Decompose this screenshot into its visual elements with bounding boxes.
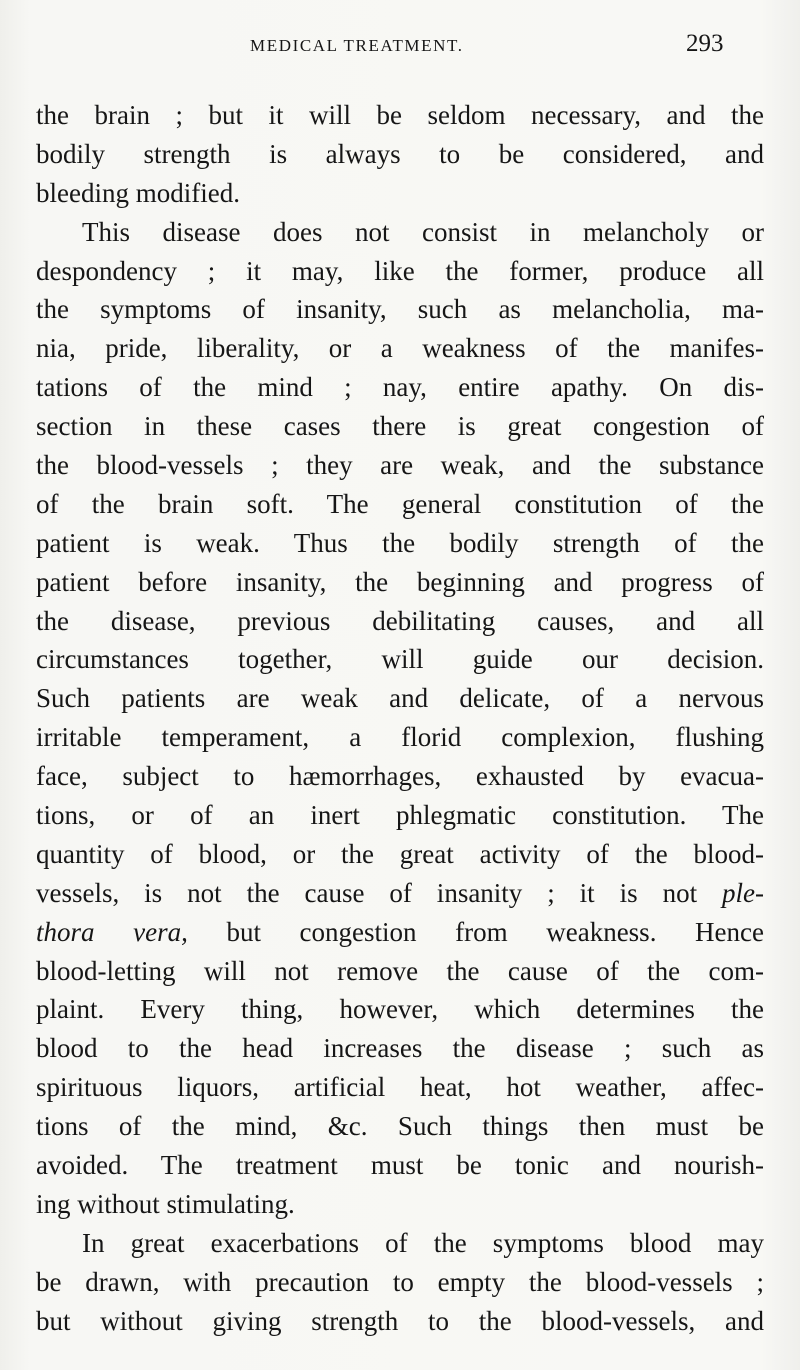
text-line: irritable temperament, a florid complexion, flushing [36,722,764,753]
text-line: despondency ; it may, like the former, produce all [36,255,764,286]
text-line-with-italic [36,874,764,913]
line-roman-segment: vessels, is not the cause of insanity ; it is not [36,877,698,908]
text-line: patient is weak. Thus the bodily strength of the [36,527,764,558]
text-line: the blood-vessels ; they are weak, and the substance [36,450,764,481]
body-text [36,96,764,1341]
text-line: blood to the head increases the disease ; such as [36,1033,764,1064]
text-line: section in these cases there is great congestion of [36,411,764,442]
text-line: In great exacerbations of the symptoms blood may [82,1227,764,1258]
text-line: face, subject to hæmorrhages, exhausted by evacua- [36,761,764,792]
text-line: the symptoms of insanity, such as melancholia, ma- [36,294,764,325]
text-line: This disease does not consist in melancholy or [82,216,764,247]
text-line: plaint. Every thing, however, which determines the [36,994,764,1025]
text-line: be drawn, with precaution to empty the blood-vessels ; [36,1266,764,1297]
text-line: tations of the mind ; nay, entire apathy. On dis- [36,372,764,403]
running-head: MEDICAL TREATMENT. [250,36,464,55]
text-line: bleeding modified. [36,177,240,208]
text-line: tions of the mind, &c. Such things then must be [36,1111,764,1142]
text-line: spirituous liquors, artificial heat, hot weather, affec- [36,1072,764,1103]
text-line: the brain ; but it will be seldom necessary, and the [36,100,764,130]
text-line: blood-letting will not remove the cause of the com- [36,955,764,986]
text-line: tions, or of an inert phlegmatic constitution. The [36,800,764,831]
text-line: bodily strength is always to be considered, and [36,138,764,169]
text-line: quantity of blood, or the great activity of the blood- [36,838,764,869]
page-number: 293 [686,30,724,57]
line-roman-segment: but congestion from weakness. Hence [226,916,764,947]
text-line: ing without stimulating. [36,1188,295,1219]
text-line: circumstances together, will guide our decision. [36,644,764,675]
text-line: patient before insanity, the beginning and progress of [36,566,764,597]
text-line: but without giving strength to the blood-vessels, and [36,1305,764,1336]
line-italic-segment: ple- [722,877,764,908]
text-line: of the brain soft. The general constitution of the [36,488,764,519]
text-line: Such patients are weak and delicate, of a nervous [36,683,764,714]
text-line: the disease, previous debilitating causes, and all [36,605,764,636]
line-italic-segment: thora vera, [36,916,188,947]
text-line: avoided. The treatment must be tonic and nourish- [36,1150,764,1181]
text-line-with-italic [36,913,764,952]
text-line: nia, pride, liberality, or a weakness of the manifes- [36,333,764,364]
